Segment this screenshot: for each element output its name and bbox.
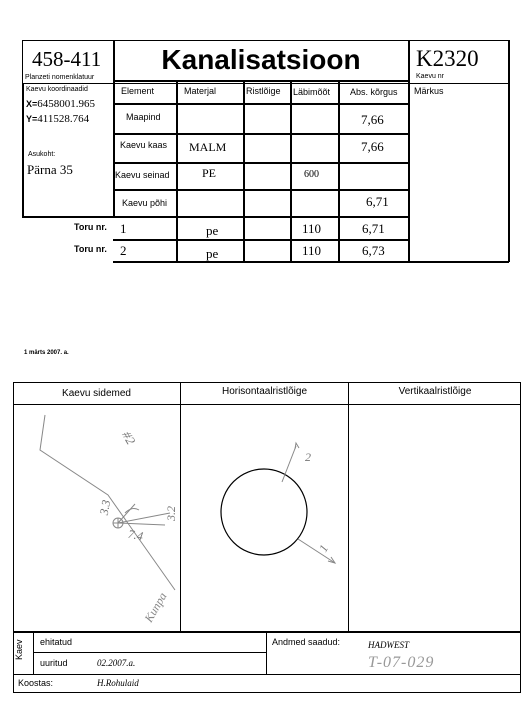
pipe-1-arrow <box>328 557 335 563</box>
row-seinad-element: Kaevu seinad <box>115 170 170 180</box>
pipe-2-label: Toru nr. <box>74 244 107 254</box>
hand-note-kunpa: Kunpa <box>141 589 170 625</box>
map-number-caption: Planzeti nomenklatuur <box>25 74 95 81</box>
pipe-1-number: 1 <box>120 221 127 236</box>
well-number-caption: Kaevu nr <box>416 73 445 80</box>
sketch-col-2: Horisontaalristlõige <box>221 386 308 397</box>
coords-caption: Kaevu koordinaadid <box>26 86 88 93</box>
date-note: 1 märts 2007. a. <box>24 350 69 356</box>
well-circle <box>221 469 307 555</box>
pipe-2-height: 6,73 <box>362 243 385 258</box>
pipe-2-diameter: 110 <box>302 243 322 258</box>
hand-note-33: 3.3 <box>96 498 114 517</box>
hand-note-n2: #2 <box>119 428 139 448</box>
hand-note-pipe1: 1 <box>316 542 332 555</box>
row-maapind-element: Maapind <box>126 112 161 122</box>
row-seinad-material: PE <box>202 166 217 180</box>
location-caption: Asukoht: <box>28 151 56 158</box>
footer-kaev-divider <box>33 632 34 674</box>
footer-andmed-label: Andmed saadud: <box>272 637 341 647</box>
row-kaas-element: Kaevu kaas <box>120 140 168 150</box>
footer-top <box>13 632 521 633</box>
footer-koostas-label: Koostas: <box>18 678 54 688</box>
row-seinad-diameter: 600 <box>304 169 319 180</box>
pipe-2-material: pe <box>206 246 219 261</box>
y-value: 411528.764 <box>37 113 90 125</box>
pipe-2-number: 2 <box>120 243 127 258</box>
y-label: Y= <box>26 114 38 124</box>
footer-right <box>520 632 521 692</box>
footer-uuritud: uuritud <box>40 658 68 668</box>
col-header-element: Element <box>121 86 155 96</box>
pipe-1-label: Toru nr. <box>74 222 107 232</box>
col-header-diameter: Läbimõõt <box>293 87 331 97</box>
row-kaas-material: MALM <box>189 140 227 154</box>
x-value: 6458001.965 <box>37 98 96 110</box>
footer-koostas-value: H.Rohulaid <box>97 678 139 688</box>
sketch-col-3: Vertikaalristlõige <box>398 386 472 397</box>
footer-andmed-value: HADWEST <box>368 640 409 650</box>
hand-note-pipe2: 2 <box>305 450 311 464</box>
row-kaas-height: 7,66 <box>361 139 384 154</box>
row-maapind-height: 7,66 <box>361 112 384 127</box>
well-number: K2320 <box>416 46 479 71</box>
pipe-1-material: pe <box>206 223 219 238</box>
hand-note-32: 3.2 <box>164 506 178 521</box>
hand-note-74: 7.4 <box>126 526 145 544</box>
sketch-col-1: Kaevu sidemed <box>62 388 131 399</box>
row-pohi-element: Kaevu põhi <box>122 198 168 208</box>
footer-uuritud-value: 02.2007.a. <box>97 658 136 668</box>
col-header-material: Materjal <box>184 86 217 96</box>
footer-ehitatud: ehitatud <box>40 637 73 647</box>
x-label: X= <box>26 99 38 109</box>
col-header-remarks: Märkus <box>414 86 444 96</box>
footer-center-divider <box>266 632 267 674</box>
footer-bottom-1 <box>13 674 521 675</box>
page-title: Kanalisatsioon <box>161 44 361 75</box>
tie-line-3 <box>118 523 165 525</box>
footer-mid <box>33 652 266 653</box>
footer-bottom-2 <box>13 692 521 693</box>
row-pohi-height: 6,71 <box>366 194 389 209</box>
footer-kaev: Kaev <box>14 639 24 660</box>
map-number: 458-411 <box>32 47 102 71</box>
col-header-cross: Ristlõige <box>246 86 281 96</box>
pipe-1-height: 6,71 <box>362 221 385 236</box>
pipe-2-arrow <box>295 443 299 449</box>
footer-andmed-code: T-07-029 <box>368 654 435 671</box>
col-header-height: Abs. kõrgus <box>350 87 398 97</box>
location-value: Pärna 35 <box>27 162 73 177</box>
pipe-1-diameter: 110 <box>302 221 322 236</box>
